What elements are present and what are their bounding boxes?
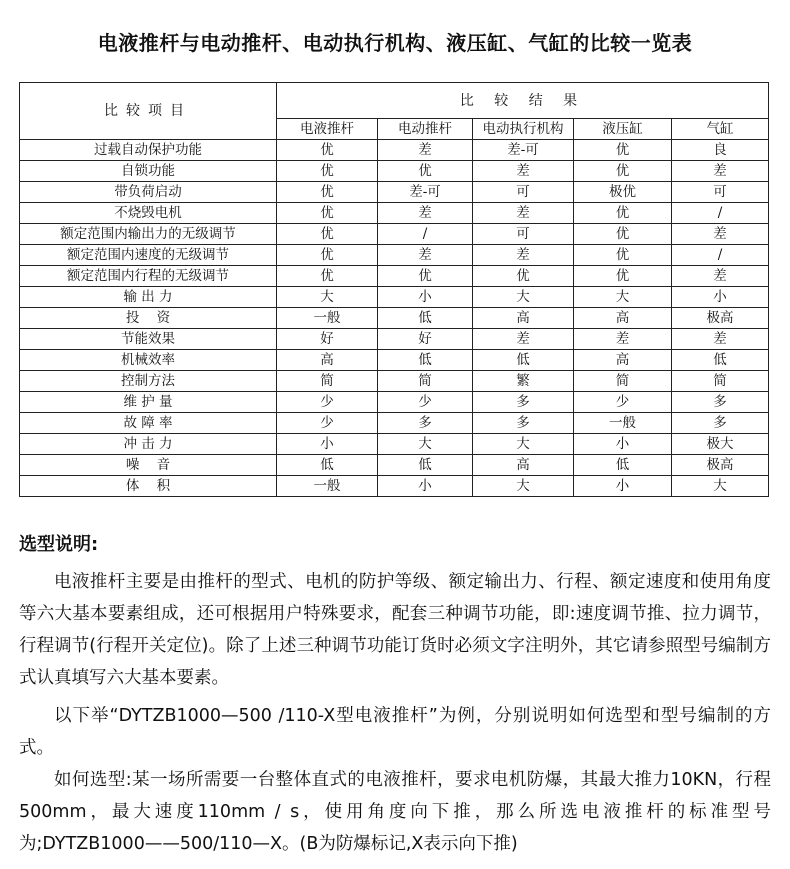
row-item-label: 额定范围内输出力的无级调节 (20, 224, 277, 245)
table-row (20, 203, 769, 224)
row-item-label: 自锁功能 (20, 161, 277, 182)
row-item-label: 体 积 (20, 476, 277, 497)
table-cell: 可 (672, 182, 769, 203)
table-cell: 差 (473, 329, 574, 350)
table-cell: 优 (277, 182, 378, 203)
table-cell: 优 (277, 140, 378, 161)
row-item-label: 额定范围内速度的无级调节 (20, 245, 277, 266)
table-cell: 差 (473, 161, 574, 182)
table-cell: 高 (277, 350, 378, 371)
table-cell: 小 (378, 476, 473, 497)
table-cell: 低 (574, 455, 672, 476)
table-cell: 极优 (574, 182, 672, 203)
table-cell: 低 (378, 308, 473, 329)
table-cell: 简 (378, 371, 473, 392)
table-cell: 多 (672, 413, 769, 434)
column-header: 电液推杆 (277, 119, 378, 140)
table-cell: 优 (574, 203, 672, 224)
table-cell: 大 (473, 434, 574, 455)
paragraph-intro: 电液推杆主要是由推杆的型式、电机的防护等级、额定输出力、行程、额定速度和使用角度等六大基本要素组成，还可根据用户特殊要求，配套三种调节功能，即:速度调节推、拉力调节，行程调节(行程开关定位)。除了上述三种调节功能订货时必须文字注明外，其它请参照型号编制方式认真填写六大基本要素。 (19, 572, 771, 688)
table-cell: 小 (574, 434, 672, 455)
table-row (20, 455, 769, 476)
table-cell: 好 (378, 329, 473, 350)
table-cell: 良 (672, 140, 769, 161)
row-item-label: 维 护 量 (20, 392, 277, 413)
table-row (20, 350, 769, 371)
table-cell: 高 (574, 350, 672, 371)
table-cell: 大 (378, 434, 473, 455)
table-cell: 好 (277, 329, 378, 350)
table-cell: 极高 (672, 308, 769, 329)
table-cell: 低 (473, 350, 574, 371)
table-row (20, 329, 769, 350)
table-body (20, 140, 769, 497)
column-header: 电动推杆 (378, 119, 473, 140)
table-cell: 低 (277, 455, 378, 476)
table-row (20, 287, 769, 308)
table-row (20, 161, 769, 182)
table-cell: 少 (574, 392, 672, 413)
table-cell: 多 (672, 392, 769, 413)
table-cell: 多 (473, 392, 574, 413)
row-item-label: 带负荷启动 (20, 182, 277, 203)
table-cell: 高 (574, 308, 672, 329)
paragraph-selection: 如何选型:某一场所需要一台整体直式的电液推杆，要求电机防爆，其最大推力10KN，行程500mm，最大速度110mm / s，使用角度向下推，那么所选电液推杆的标准型号为;DYTZB1000——500/110—X。(B为防爆标记,X表示向下推) (19, 770, 771, 854)
table-row (20, 140, 769, 161)
table-cell: 优 (574, 245, 672, 266)
row-item-label: 输 出 力 (20, 287, 277, 308)
table-cell: 高 (473, 455, 574, 476)
table-row (20, 434, 769, 455)
table-row (20, 245, 769, 266)
table-cell: 高 (473, 308, 574, 329)
table-cell: 优 (473, 266, 574, 287)
table-cell: 大 (473, 476, 574, 497)
table-cell: 小 (277, 434, 378, 455)
table-cell: 可 (473, 182, 574, 203)
table-cell: 一般 (277, 308, 378, 329)
table-cell: 优 (277, 203, 378, 224)
table-cell: 简 (574, 371, 672, 392)
table-cell: 极大 (672, 434, 769, 455)
table-cell: 大 (574, 287, 672, 308)
table-cell: 优 (378, 266, 473, 287)
table-cell: / (672, 245, 769, 266)
table-cell: 大 (672, 476, 769, 497)
table-cell: 可 (473, 224, 574, 245)
table-cell: 低 (672, 350, 769, 371)
table-cell: 极高 (672, 455, 769, 476)
table-row (20, 476, 769, 497)
table-cell: 小 (574, 476, 672, 497)
table-cell: 一般 (277, 476, 378, 497)
table-cell: 简 (277, 371, 378, 392)
table-row (20, 182, 769, 203)
table-row (20, 371, 769, 392)
table-cell: 低 (378, 350, 473, 371)
column-header: 气缸 (672, 119, 769, 140)
table-cell: 多 (378, 413, 473, 434)
table-cell: 优 (277, 266, 378, 287)
table-row (20, 266, 769, 287)
paragraph-example: 以下举“DYTZB1000—500 /110-X型电液推杆”为例，分别说明如何选型和型号编制的方式。 (19, 706, 771, 758)
table-cell: 差 (672, 329, 769, 350)
row-item-label: 额定范围内行程的无级调节 (20, 266, 277, 287)
table-cell: 差 (672, 224, 769, 245)
table-cell: 少 (378, 392, 473, 413)
table-cell: 优 (574, 224, 672, 245)
table-cell: 优 (574, 161, 672, 182)
section-title: 选型说明: (19, 534, 99, 555)
table-cell: 差 (672, 161, 769, 182)
row-item-label: 节能效果 (20, 329, 277, 350)
table-cell: 优 (378, 161, 473, 182)
table-cell: 差-可 (378, 182, 473, 203)
table-cell: 少 (277, 413, 378, 434)
table-cell: 小 (672, 287, 769, 308)
table-cell: 差 (378, 140, 473, 161)
table-cell: 优 (574, 266, 672, 287)
table-cell: 低 (378, 455, 473, 476)
table-cell: 优 (574, 140, 672, 161)
table-cell: / (672, 203, 769, 224)
row-item-label: 投 资 (20, 308, 277, 329)
table-row (20, 392, 769, 413)
table-cell: 差 (378, 245, 473, 266)
table-cell: 差 (672, 266, 769, 287)
row-item-label: 冲 击 力 (20, 434, 277, 455)
group-header: 比 较 结 果 (277, 83, 769, 119)
column-header: 液压缸 (574, 119, 672, 140)
row-item-label: 机械效率 (20, 350, 277, 371)
column-header: 电动执行机构 (473, 119, 574, 140)
table-cell: 优 (277, 245, 378, 266)
table-cell: 优 (277, 161, 378, 182)
page-title: 电液推杆与电动推杆、电动执行机构、液压缸、气缸的比较一览表 (97, 31, 693, 55)
table-row (20, 413, 769, 434)
row-item-label: 故 障 率 (20, 413, 277, 434)
table-cell: 差 (473, 203, 574, 224)
table-cell: 差 (574, 329, 672, 350)
table-cell: 优 (277, 224, 378, 245)
row-item-label: 噪 音 (20, 455, 277, 476)
table-cell: 差 (378, 203, 473, 224)
corner-header: 比较项目 (20, 83, 277, 140)
row-item-label: 控制方法 (20, 371, 277, 392)
table-cell: 大 (277, 287, 378, 308)
table-row (20, 224, 769, 245)
table-cell: 一般 (574, 413, 672, 434)
table-row (20, 308, 769, 329)
table-cell: 少 (277, 392, 378, 413)
table-cell: 小 (378, 287, 473, 308)
row-item-label: 不烧毁电机 (20, 203, 277, 224)
comparison-table (19, 82, 769, 497)
row-item-label: 过载自动保护功能 (20, 140, 277, 161)
table-cell: 繁 (473, 371, 574, 392)
table-cell: / (378, 224, 473, 245)
table-cell: 差-可 (473, 140, 574, 161)
table-cell: 大 (473, 287, 574, 308)
table-cell: 简 (672, 371, 769, 392)
table-cell: 差 (473, 245, 574, 266)
table-cell: 多 (473, 413, 574, 434)
